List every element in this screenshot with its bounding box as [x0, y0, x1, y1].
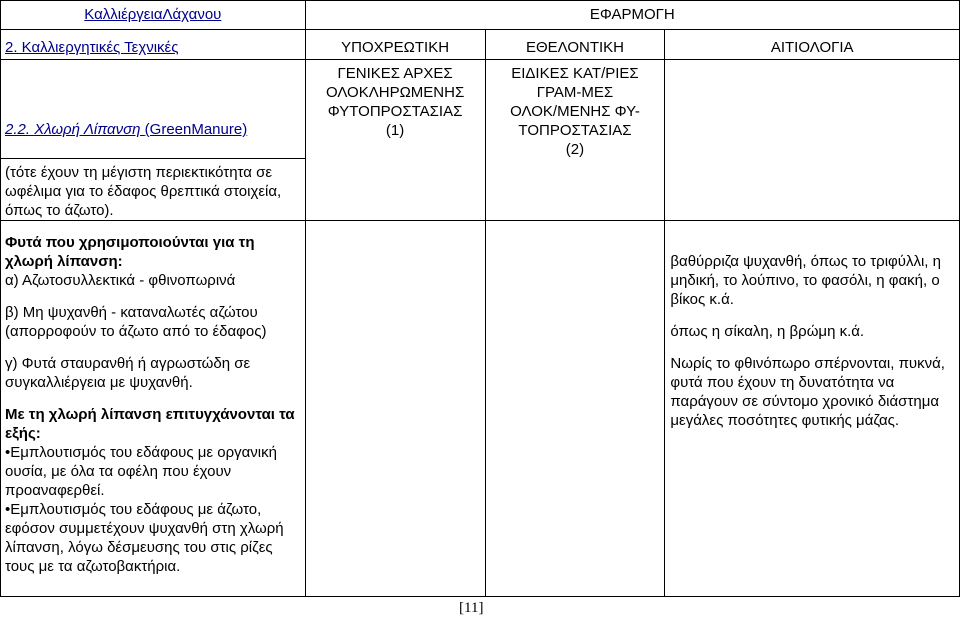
- general-line-3: ΦΥΤΟΠΡΟΣΤΑΣΙΑΣ: [327, 103, 463, 120]
- application-header-cell: [305, 1, 959, 30]
- mandatory-header: ΥΠΟΧΡΕΩΤΙΚΗ: [305, 30, 485, 60]
- mandatory-empty-cell: [305, 221, 485, 597]
- justification-empty-cell: [665, 60, 960, 221]
- benefits-heading: Με τη χλωρή λίπανση επιτυγχάνονται τα εξής:: [5, 406, 295, 442]
- voluntary-empty-cell: [485, 221, 665, 597]
- benefit-1: •Εμπλουτισμός του εδάφους με οργανική ουσία, με όλα τα οφέλη που έχουν προαναφερθεί.: [5, 444, 277, 499]
- application-header: ΕΦΑΡΜΟΓΗ: [589, 6, 675, 23]
- subheader-row: [1, 60, 960, 159]
- plants-item-b: β) Μη ψυχανθή - καταναλωτές αζώτου (απορροφούν το άζωτο από το έδαφος): [5, 304, 267, 340]
- justification-a: βαθύρριζα ψυχανθή, όπως το τριφύλλι, η μηδική, το λούπινο, το φασόλι, η φακή, ο βίκος κ.ά.: [670, 253, 941, 308]
- general-line-2: ΟΛΟΚΛΗΡΩΜΕΝΗΣ: [325, 84, 465, 101]
- special-line-3: ΟΛΟΚ/ΜΕΝΗΣ ΦΥ-: [510, 103, 640, 120]
- section-header-cell: [1, 30, 306, 60]
- intro-text: (τότε έχουν τη μέγιστη περιεκτικότητα σε ωφέλιμα για το έδαφος θρεπτικά στοιχεία, όπως το άζωτο).: [1, 159, 306, 221]
- justification-b: όπως η σίκαλη, η βρώμη κ.ά.: [670, 323, 865, 340]
- special-line-1: ΕΙΔΙΚΕΣ ΚΑΤ/ΡΙΕΣ: [511, 65, 639, 82]
- title-row: [1, 1, 960, 30]
- item-title-link[interactable]: 2.2. Χλωρή Λίπανση (GreenManure): [5, 121, 248, 138]
- body-cell: [1, 221, 306, 597]
- justification-header: ΑΙΤΙΟΛΟΓΙΑ: [665, 30, 960, 60]
- voluntary-header: ΕΘΕΛΟΝΤΙΚΗ: [485, 30, 665, 60]
- justification-c: Νωρίς το φθινόπωρο σπέρνονται, πυκνά, φυτά που έχουν τη δυνατότητα να παράγουν σε σύντομο χρονικό διάστημα μεγάλες ποσότητες φυτικής μάζας.: [670, 355, 945, 429]
- crop-link-cell: [1, 1, 306, 30]
- page-number: [11]: [459, 600, 484, 616]
- general-line-1: ΓΕΝΙΚΕΣ ΑΡΧΕΣ: [337, 65, 453, 82]
- special-categories-cell: [485, 60, 665, 221]
- section-link[interactable]: 2. Καλλιεργητικές Τεχνικές: [5, 39, 179, 56]
- general-principles-cell: [305, 60, 485, 221]
- plants-item-c: γ) Φυτά σταυρανθή ή αγρωστώδη σε συγκαλλιέργεια με ψυχανθή.: [5, 355, 251, 391]
- justification-cell: [665, 221, 960, 597]
- item-title-cell: [1, 60, 306, 159]
- special-line-4: ΤΟΠΡΟΣΤΑΣΙΑΣ: [518, 122, 632, 139]
- plants-heading: Φυτά που χρησιμοποιούνται για τη χλωρή λίπανση:: [5, 234, 255, 270]
- plants-item-a: α) Αζωτοσυλλεκτικά - φθινοπωρινά: [5, 272, 236, 289]
- body-row: [1, 221, 960, 597]
- special-line-2: ΓΡΑΜ-ΜΕΣ: [536, 84, 614, 101]
- general-line-4: (1): [385, 122, 405, 139]
- special-line-5: (2): [565, 141, 585, 158]
- benefit-2: •Εμπλουτισμός του εδάφους με άζωτο, εφόσον συμμετέχουν ψυχανθή στη χλωρή λίπανση, λόγω δέσμευσης του στις ρίζες τους με τα αζωτοβακτήρια.: [5, 501, 284, 575]
- crop-link[interactable]: ΚαλλιέργειαΛάχανου: [84, 6, 222, 23]
- column-header-row: [1, 30, 960, 60]
